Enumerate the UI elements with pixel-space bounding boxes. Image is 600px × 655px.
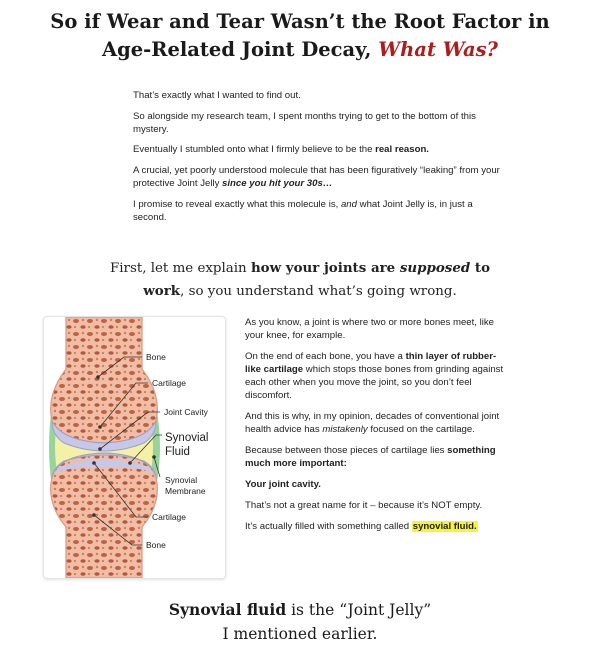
body-text: It’s actually filled with something called xyxy=(245,521,412,532)
intro-text: what Joint Jelly is, in just a second. xyxy=(133,198,473,223)
intro-text: A crucial, yet poorly understood molecule that has been figuratively “leaking” from your protective Joint Jelly xyxy=(133,165,500,189)
leader-dot xyxy=(98,425,102,429)
bone-top-shape xyxy=(51,317,158,443)
body-bold-text: thin layer of rubber-like cartilage xyxy=(245,351,497,375)
leader-dot xyxy=(92,513,96,517)
headline xyxy=(0,8,600,64)
leader-dot xyxy=(92,461,96,465)
body-text: On the end of each bone, you have a xyxy=(245,351,406,362)
joint-explanation xyxy=(245,316,507,541)
body-paragraph: As you know, a joint is where two or more bones meet, like your knee, for example. xyxy=(245,317,495,341)
headline-line2: Age-Related Joint Decay, xyxy=(101,38,372,61)
intro-paragraph xyxy=(133,144,501,157)
intro-paragraph: That’s exactly what I wanted to find out. xyxy=(133,90,301,101)
body-paragraph: That’s not a great name for it – because it’s NOT empty. xyxy=(245,500,483,511)
subheading-bold: how your joints are xyxy=(250,260,400,276)
body-bold-text: Your joint cavity. xyxy=(245,479,321,490)
leader-dot xyxy=(98,447,102,451)
highlighted-term: synovial fluid. xyxy=(412,521,477,532)
subheading-bold: to work xyxy=(143,260,490,299)
section-subheading xyxy=(100,257,500,303)
headline-accent: What Was? xyxy=(378,38,498,61)
closing-bold: Synovial fluid xyxy=(168,600,287,619)
label-bone-bottom: Bone xyxy=(146,540,166,550)
body-text: And this is why, in my opinion, decades of conventional joint health advice has xyxy=(245,411,500,435)
leader-dot xyxy=(96,375,100,379)
label-cartilage-bottom: Cartilage xyxy=(152,512,187,522)
label-bone-top: Bone xyxy=(146,352,166,362)
intro-paragraph xyxy=(133,165,501,191)
leader-dot xyxy=(152,455,156,459)
label-cartilage-top: Cartilage xyxy=(152,378,187,388)
intro-emphasis: and xyxy=(340,198,357,210)
closing-text: I mentioned earlier. xyxy=(222,625,378,643)
body-paragraph xyxy=(245,410,507,436)
body-bold-text: something much more important: xyxy=(245,445,496,469)
joint-diagram xyxy=(44,317,225,578)
closing-statement xyxy=(150,598,450,646)
bone-bottom-shape xyxy=(51,453,158,578)
label-synovial-fluid: Synovial xyxy=(165,432,209,444)
body-text: Because between those pieces of cartilage lies xyxy=(245,445,448,456)
intro-text: Eventually I stumbled onto what I firmly believe to be the xyxy=(133,144,376,156)
body-paragraph xyxy=(245,444,507,470)
intro-section xyxy=(133,90,501,232)
joint-diagram-figure xyxy=(43,316,226,579)
headline-line1: So if Wear and Tear Wasn’t the Root Factor in xyxy=(50,10,550,33)
intro-paragraph: So alongside my research team, I spent months trying to get to the bottom of this mystery. xyxy=(133,110,476,135)
body-paragraph xyxy=(245,478,507,491)
intro-bold-text: real reason. xyxy=(375,144,429,156)
subheading-text: First, let me explain xyxy=(109,261,251,276)
label-synovial-membrane: Synovial xyxy=(165,475,198,485)
body-text: focused on the cartilage. xyxy=(367,424,475,435)
label-synovial-fluid: Fluid xyxy=(165,446,190,458)
body-emphasis: mistakenly xyxy=(322,424,368,435)
body-text: which stops those bones from grinding against each other when you move the joint, so you don’t feel discomfort. xyxy=(245,364,504,401)
label-joint-cavity: Joint Cavity xyxy=(164,407,208,417)
closing-text: is the “Joint Jelly” xyxy=(286,601,432,619)
subheading-emphasis: supposed xyxy=(399,260,471,276)
intro-emphasis: since you hit your 30s… xyxy=(222,177,333,189)
body-paragraph xyxy=(245,350,507,402)
label-synovial-membrane: Membrane xyxy=(165,486,206,496)
intro-text: I promise to reveal exactly what this molecule is, xyxy=(133,198,341,210)
intro-paragraph xyxy=(133,199,501,225)
body-paragraph xyxy=(245,520,507,533)
subheading-text: , so you understand what’s going wrong. xyxy=(180,284,457,299)
leader-dot xyxy=(128,461,132,465)
